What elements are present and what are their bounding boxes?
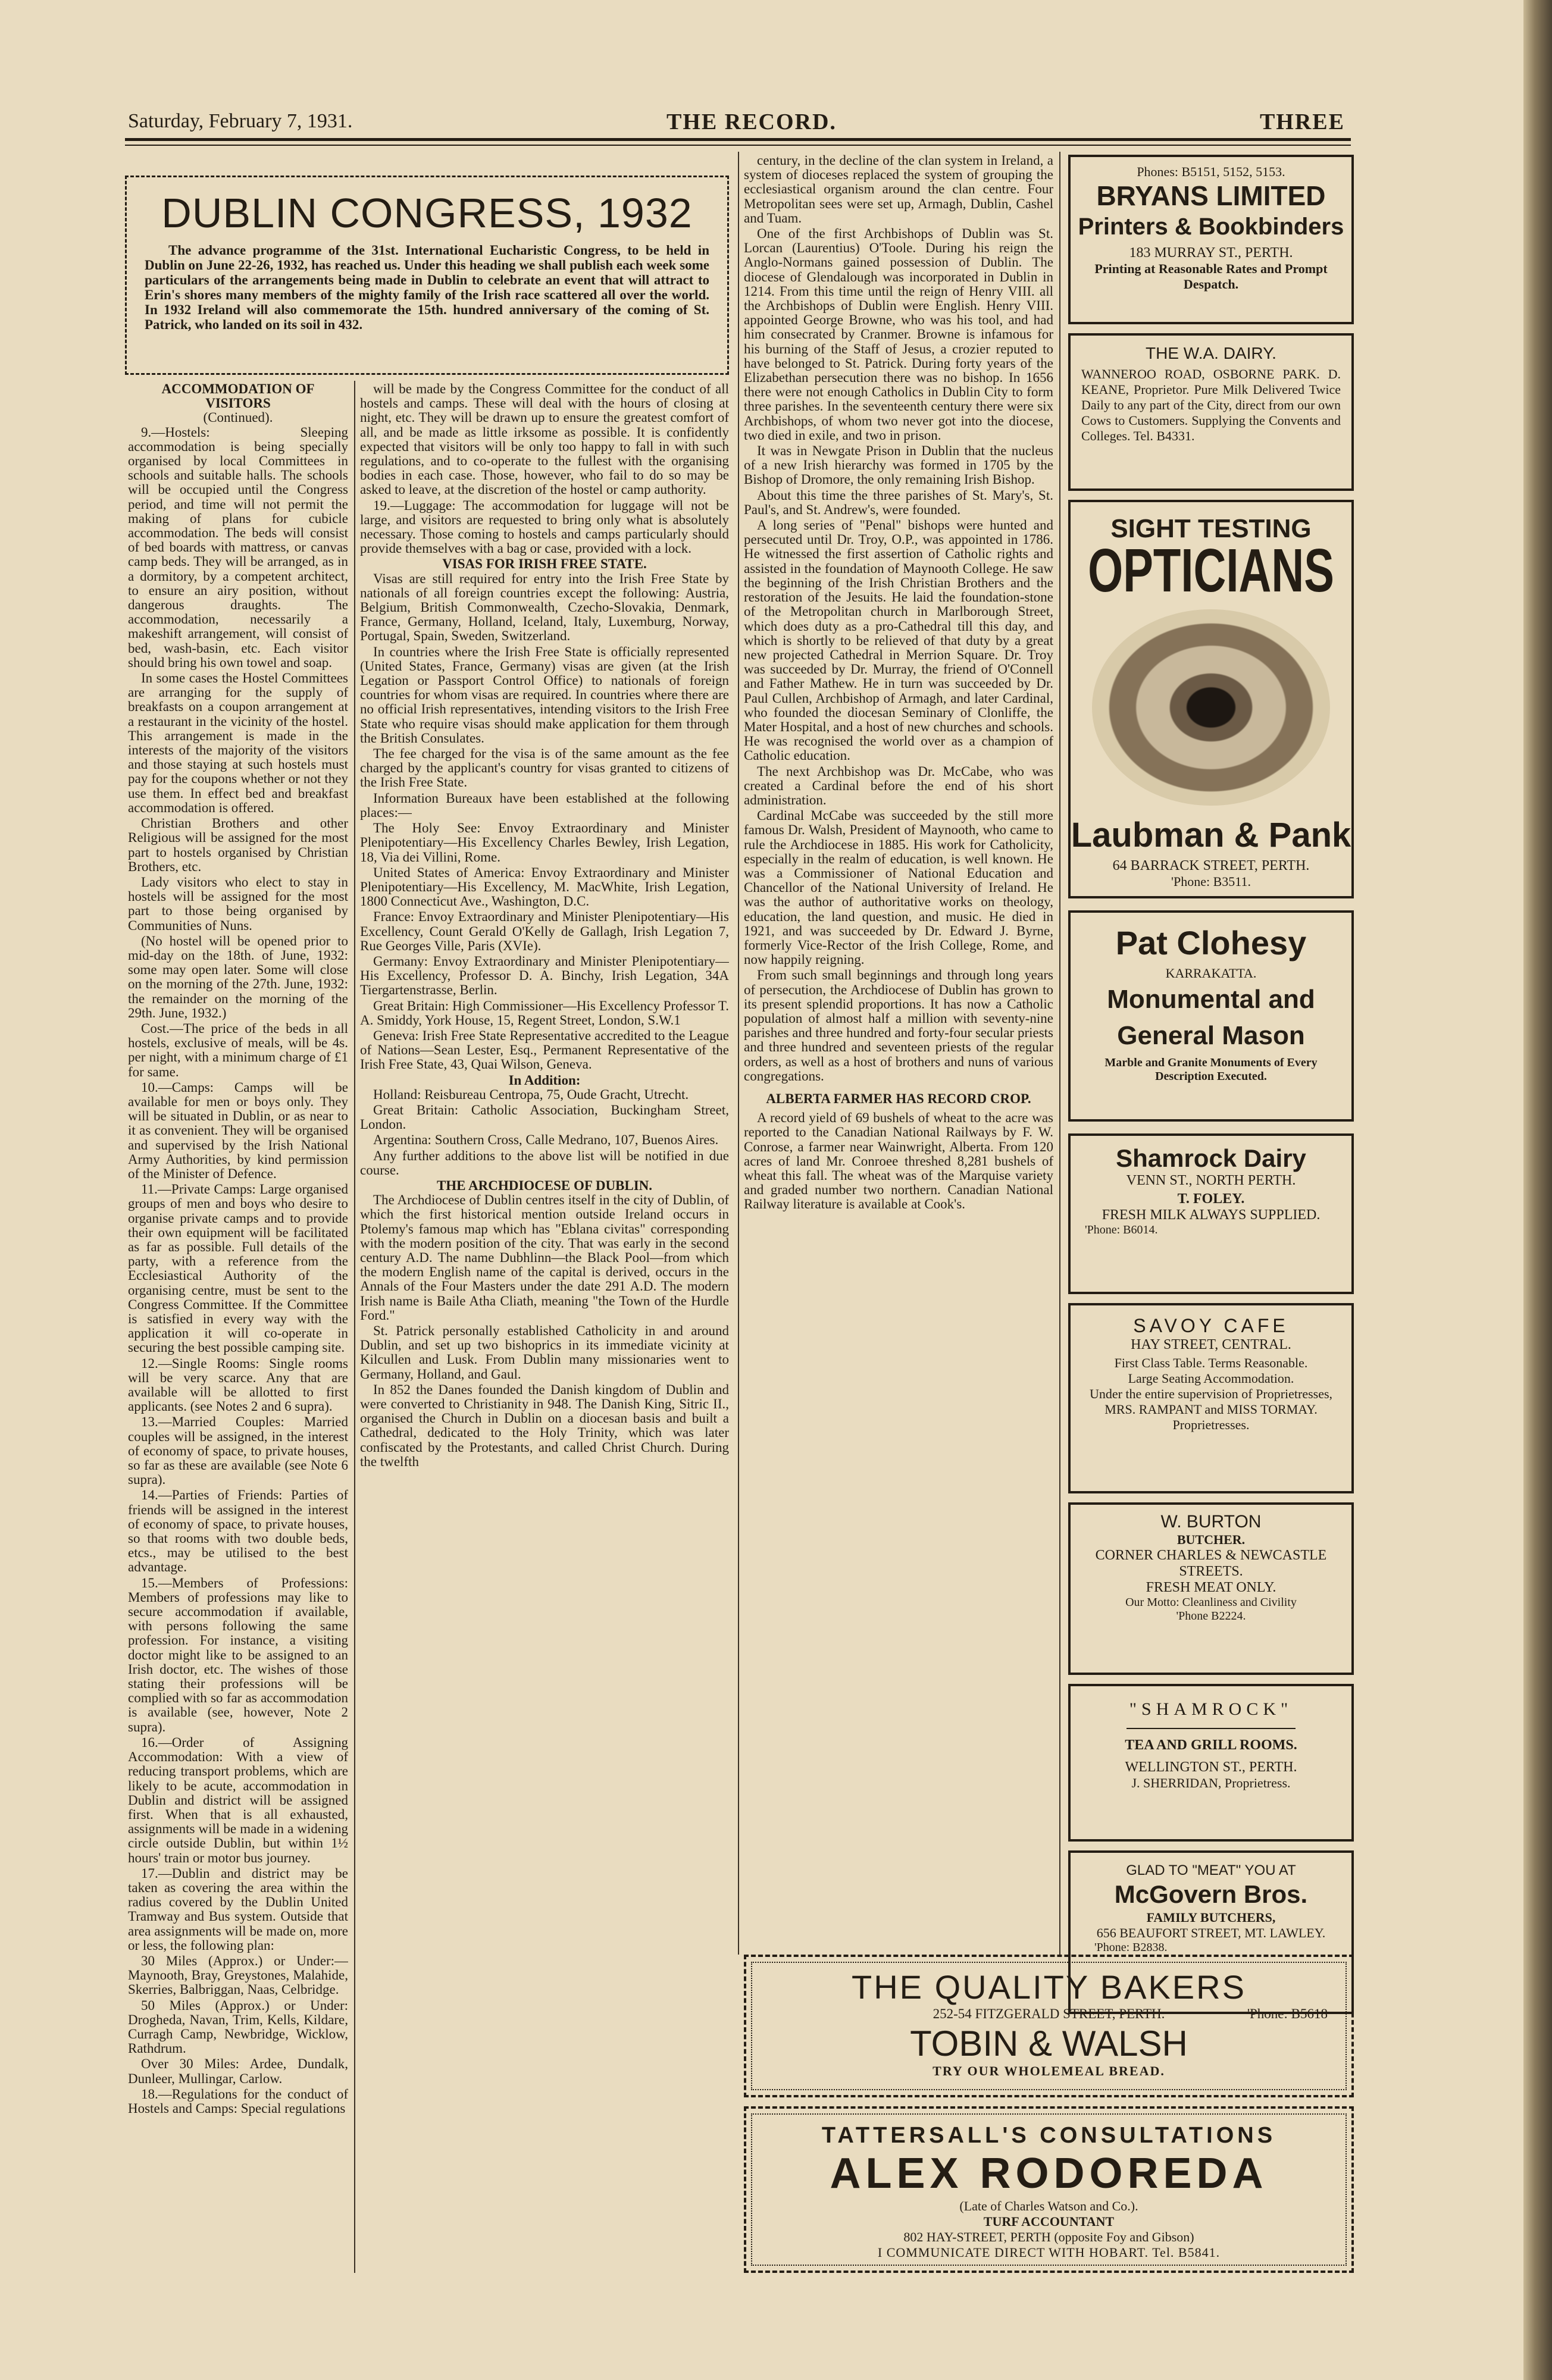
- ad-savoy-cafe: [1068, 1303, 1354, 1493]
- dublin-congress-box: [125, 176, 729, 375]
- article-paragraph: St. Patrick personally established Catholicity in and around Dublin, and set up two bishoprics in its immediate vicinity at Kilcullen and Lusk. From Dublin many missionaries went to Germany, Holland, and Gaul.: [360, 1323, 729, 1382]
- addition-heading: In Addition:: [508, 1072, 581, 1088]
- article-paragraph: Information Bureaux have been established at the following places:—: [360, 790, 729, 820]
- article-paragraph: About this time the three parishes of St. Mary's, St. Paul's, and St. Andrew's, were founded.: [744, 487, 1053, 517]
- column-rule-3: [1059, 152, 1060, 1955]
- page-header: [119, 104, 1345, 140]
- ad-savoy-line4: MRS. RAMPANT and MISS TORMAY.: [1104, 1402, 1318, 1417]
- ad-laubman-pank: [1068, 500, 1354, 898]
- header-rule-thick: [125, 138, 1351, 141]
- ad-bakers-name: TOBIN & WALSH: [910, 2024, 1188, 2063]
- article-paragraph: The Archdiocese of Dublin centres itself in the city of Dublin, of which the first historical mention outside Ireland occurs in Ptolemy's famous map which has "Eblana civitas" corresponding with the modern position of the city. That was early in the second century A.D. The name Dubhlinn—the Black Pool—from which the modern English name of the capital is derived, occurs in the Annals of the Four Masters under the date 291 A.D. The modern Irish name is Baile Atha Cliath, meaning "the Town of the Hurdle Ford.": [360, 1192, 729, 1323]
- ad-savoy-line5: Proprietresses.: [1172, 1417, 1250, 1432]
- archdiocese-heading: THE ARCHDIOCESE OF DUBLIN.: [436, 1178, 653, 1193]
- column-archdiocese-continued: [744, 154, 1053, 1956]
- article-paragraph: In some cases the Hostel Committees are arranging for the supply of breakfasts on a coupon arrangement at a restaurant in the vicinity of the hostel. This arrangement is made in the interests of the majority of the visitors and those staying at such hostels must pay for the coupons whether or not they use them. In effect bed and breakfast accommodation is offered.: [128, 671, 348, 815]
- article-paragraph: 13.—Married Couples: Married couples will be assigned, in the interest of economy of space, to private houses, so far as these are available (see Note 6 supra).: [128, 1414, 348, 1488]
- article-paragraph: 17.—Dublin and district may be taken as covering the area within the radius covered by the Dublin United Tramway and Bus system. Outside that area assignments will be made on, more or less, the following plan:: [128, 1865, 348, 1953]
- article-paragraph: Any further additions to the above list will be notified in due course.: [360, 1148, 729, 1178]
- article-paragraph: Geneva: Irish Free State Representative accredited to the League of Nations—Sean Lester, Esq., Permanent Representative of the Irish Free State, 43, Quai Wilson, Geneva.: [360, 1028, 729, 1072]
- article-paragraph: In 852 the Danes founded the Danish kingdom of Dublin and were converted to Christianity in 948. The Danish King, Sitric II., organised the Church in Dublin on a diocesan basis and built a Cathedral, dedicated to the Holy Trinity, which was later confiscated by the Protestants, and called Christ Church. During the twelfth: [360, 1382, 729, 1469]
- article-paragraph: Lady visitors who elect to stay in hostels will be assigned for the most part to those being organised by Communities of Nuns.: [128, 874, 348, 933]
- article-paragraph: One of the first Archbishops of Dublin was St. Lorcan (Laurentius) O'Toole. During his reign the Anglo-Normans gained possession of Dublin. The diocese of Glendalough was incorporated in Dublin in 1214. From this time until the reign of Henry VIII. all the Archbishops of Dublin were English. Henry VIII. appointed George Browne, who was his tool, and had him consecrated by Cranmer. Browne is infamous for his burning of the Staff of Jesus, a crozier reputed to have belonged to St. Patrick. During forty years of the Elizabethan persecution there was no bishop. In 1656 there were not enough Catholics in Dublin City to form three parishes. In the seventeenth century there were six Archbishops, of whom two never got into the diocese, two died in exile, and two in prison.: [744, 226, 1053, 443]
- ad-mcgovern-address: 656 BEAUFORT STREET, MT. LAWLEY.: [1096, 1925, 1326, 1940]
- ad-clohesy-line1: Monumental and: [1107, 985, 1315, 1014]
- ad-savoy-line3: Under the entire supervision of Proprietresses,: [1089, 1386, 1333, 1401]
- ad-burton-tagline: FRESH MEAT ONLY.: [1146, 1580, 1276, 1595]
- article-paragraph: century, in the decline of the clan system in Ireland, a system of dioceses replaced the system of grouping the ecclesiastical organism around the clan centre. Four Metropolitan sees were set up, Armagh, Dublin, Cashel and Tuam.: [744, 154, 1053, 226]
- article-paragraph: 18.—Regulations for the conduct of Hostels and Camps: Special regulations: [128, 2086, 348, 2116]
- article-paragraph: 16.—Order of Assigning Accommodation: With a view of reducing transport problems, which are likely to be acute, accommodation in Dublin and district will be assigned first. When that is all exhausted, assignments will be made in a widening circle outside Dublin, but within 1½ hours' train or motor bus journey.: [128, 1734, 348, 1865]
- article-paragraph: 14.—Parties of Friends: Parties of friends will be assigned in the interest of economy of space, to private houses, so that rooms with two double beds, etcs., may be utilised to the best advantage.: [128, 1488, 348, 1575]
- ad-bryans-phones: Phones: B5151, 5152, 5153.: [1137, 164, 1285, 179]
- ad-shamrock-tea-tagline: TEA AND GRILL ROOMS.: [1125, 1737, 1297, 1753]
- ad-clohesy-line2: General Mason: [1117, 1021, 1305, 1050]
- ad-savoy-name: SAVOY CAFE: [1133, 1315, 1289, 1336]
- ad-shamrock-dairy-tagline: FRESH MILK ALWAYS SUPPLIED.: [1102, 1207, 1321, 1223]
- ad-bryans-tagline: Printing at Reasonable Rates and Prompt Despatch.: [1094, 261, 1328, 292]
- ad-shamrock-tea-rooms: [1068, 1684, 1354, 1842]
- ad-quality-bakers: [744, 1955, 1354, 2097]
- ad-bryans-trade: Printers & Bookbinders: [1078, 214, 1344, 240]
- article-paragraph: The next Archbishop was Dr. McCabe, who was created a Cardinal before the end of his short administration.: [744, 763, 1053, 807]
- ad-shamrock-dairy-phone: 'Phone: B6014.: [1085, 1223, 1158, 1236]
- ad-clohesy-name: Pat Clohesy: [1115, 924, 1307, 962]
- article-paragraph: The fee charged for the visa is of the same amount as the fee charged by the applicant's country for visas granted to citizens of the Irish Free State.: [360, 746, 729, 790]
- article-paragraph: France: Envoy Extraordinary and Minister Plenipotentiary—His Excellency, Count Gerald O'Kelly de Gallagh, Irish Legation 7, Rue Georges Ville, Paris (XVIe).: [360, 909, 729, 953]
- article-paragraph: Argentina: Southern Cross, Calle Medrano, 107, Buenos Aires.: [373, 1132, 719, 1148]
- article-paragraph: Christian Brothers and other Religious will be assigned for the most part to hostels organised by Christian Brothers, etc.: [128, 816, 348, 874]
- column-visas-archdiocese: [360, 382, 729, 2271]
- article-paragraph: Visas are still required for entry into the Irish Free State by nationals of all foreign countries except the following: Austria, Belgium, British Commonwealth, Czecho-Slovakia, Denmark, France, Germany, Holland, Iceland, Italy, Luxemburg, Norway, Portugal, Spain, Sweden, Switzerland.: [360, 571, 729, 644]
- ad-laubman-name: Laubman & Pank: [1071, 816, 1351, 854]
- column-accommodation: [128, 382, 348, 2271]
- ad-dairy-name: THE W.A. DAIRY.: [1146, 344, 1276, 362]
- article-paragraph: Germany: Envoy Extraordinary and Minister Plenipotentiary—His Excellency, Professor D. A. Binchy, Irish Legation, 34A Tiergartenstrasse, Berlin.: [360, 953, 729, 998]
- ad-savoy-address: HAY STREET, CENTRAL.: [1131, 1337, 1291, 1352]
- article-paragraph: Great Britain: Catholic Association, Buckingham Street, London.: [360, 1102, 729, 1132]
- ad-laubman-opticians: OPTICIANS: [1088, 536, 1334, 605]
- article-paragraph: It was in Newgate Prison in Dublin that the nucleus of a new Irish hierarchy was formed in 1705 by the Bishop of Dromore, the only remaining Irish Bishop.: [744, 443, 1053, 487]
- ad-clohesy-tagline: Marble and Granite Monuments of Every Description Executed.: [1104, 1056, 1318, 1083]
- dublin-congress-title: DUBLIN CONGRESS, 1932: [161, 190, 693, 236]
- ad-bryans-name: BRYANS LIMITED: [1096, 180, 1326, 211]
- ad-alex-rodoreda: [744, 2106, 1354, 2273]
- article-paragraph: 50 Miles (Approx.) or Under: Drogheda, Navan, Trim, Kells, Kildare, Curragh Camp, Newbridge, Wicklow, Rathdrum.: [128, 1997, 348, 2056]
- ad-rodoreda-top: TATTERSALL'S CONSULTATIONS: [821, 2123, 1276, 2148]
- ad-savoy-line1: First Class Table. Terms Reasonable.: [1114, 1355, 1308, 1370]
- ad-bryans-limited: [1068, 155, 1354, 324]
- article-paragraph: Over 30 Miles: Ardee, Dundalk, Dunleer, Mullingar, Carlow.: [128, 2056, 348, 2086]
- ad-rodoreda-line4: I COMMUNICATE DIRECT WITH HOBART. Tel. B5841.: [877, 2245, 1221, 2260]
- article-paragraph: In countries where the Irish Free State is officially represented (United States, France, Germany) visas are given (at the Irish Legation or Passport Control Office) to nationals of foreign countries for whom visas are required. In countries where there are no official Irish representatives, intending visitors to the Irish Free State who require visas should make application for them through the British Consulates.: [360, 644, 729, 746]
- article-paragraph: 9.—Hostels: Sleeping accommodation is being specially organised by local Committees in schools and suitable halls. The schools will be occupied until the Congress period, and time will not permit the making of plans for cubicle accommodation. The beds will consist of bed boards with mattress, or canvas camp beds. They will be arranged, as in a dormitory, by a competent architect, to ensure an airy position, without dangerous draughts. The accommodation, necessarily a makeshift arrangement, will consist of bed, wash-basin, etc. Each visitor should bring his own towel and soap.: [128, 424, 348, 670]
- ad-mcgovern-name: McGovern Bros.: [1114, 1880, 1308, 1908]
- article-paragraph: Great Britain: High Commissioner—His Excellency Professor T. A. Smiddy, York House, 15, Regent Street, London, S.W.1: [360, 998, 729, 1028]
- article-paragraph: 30 Miles (Approx.) or Under:—Maynooth, Bray, Greystones, Malahide, Skerries, Balbriggan, Naas, Celbridge.: [128, 1953, 348, 1997]
- ad-shamrock-tea-address: WELLINGTON ST., PERTH.: [1125, 1759, 1297, 1775]
- article-paragraph: 15.—Members of Professions: Members of professions may like to secure accommodation if available, with persons following the same profession. For instance, a visiting doctor might like to be assigned to an Irish doctor, etc. The wishes of those stating their professions will be complied with so far as accommodation is available (see, however, Note 2 supra).: [128, 1575, 348, 1734]
- ad-mcgovern-top: GLAD TO "MEAT" YOU AT: [1126, 1862, 1296, 1878]
- ad-w-burton: [1068, 1502, 1354, 1675]
- article-paragraph: 11.—Private Camps: Large organised groups of men and boys who desire to organise private camps and to provide their own equipment will be facilitated as far as possible. Full details of the party, with a reference from the Ecclesiastical Authority of the organising centre, must be sent to the Congress Committee. If the Committee is satisfied in every way with the application it will co-operate in securing the best possible camping site.: [128, 1182, 348, 1355]
- ad-savoy-line2: Large Seating Accommodation.: [1128, 1371, 1294, 1386]
- article-paragraph: (No hostel will be opened prior to mid-day on the 18th. of June, 1932: some may open later. Some will close on the morning of the 27th. June, 1932: the remainder on the morning of the 29th. June, 1932.): [128, 933, 348, 1020]
- alberta-heading: ALBERTA FARMER HAS RECORD CROP.: [766, 1091, 1031, 1106]
- ad-rodoreda-line2: TURF ACCOUNTANT: [983, 2214, 1115, 2229]
- article-paragraph: A long series of "Penal" bishops were hunted and persecuted until Dr. Troy, O.P., was appointed in 1786. He witnessed the first assertion of Catholic rights and assisted in the foundation of Maynooth College. He saw the beginning of the Irish Christian Brothers and the restoration of the Jesuits. He laid the foundation-stone of the Metropolitan church in Marlborough Street, which does duty as a pro-Cathedral till this day, and which is shortly to be relieved of that duty by a great new projected Cathedral in Merrion Square. Dr. Troy was succeeded by Dr. Murray, the friend of O'Connell and Father Mathew. He in turn was succeeded by Dr. Paul Cullen, Archbishop of Armagh, and later Cardinal, who founded the diocesan Seminary of Clonliffe, the Mater Hospital, and a host of new churches and schools. He was recognised the world over as a champion of Catholic education.: [744, 518, 1053, 763]
- article-paragraph: 12.—Single Rooms: Single rooms will be very scarce. Any that are available will be allotted to first applicants. (see Notes 2 and 6 supra).: [128, 1355, 348, 1414]
- ad-burton-name: W. BURTON: [1160, 1512, 1262, 1532]
- ad-wa-dairy: [1068, 333, 1354, 491]
- ad-pat-clohesy: [1068, 910, 1354, 1122]
- ad-laubman-address: 64 BARRACK STREET, PERTH.: [1112, 858, 1310, 873]
- article-paragraph: United States of America: Envoy Extraordinary and Minister Plenipotentiary—His Excellency, M. MacWhite, Irish Legation, 1800 Connecticut Ave., Washington, D.C.: [360, 865, 729, 909]
- ad-burton-phone: 'Phone B2224.: [1176, 1609, 1246, 1623]
- ad-bakers-title: THE QUALITY BAKERS: [852, 1968, 1246, 2006]
- accommodation-heading: ACCOMMODATION OF VISITORS: [161, 382, 315, 411]
- ad-shamrock-dairy-name: Shamrock Dairy: [1116, 1144, 1306, 1172]
- column-rule-1: [354, 381, 355, 2273]
- ad-shamrock-tea-name: "SHAMROCK": [1129, 1699, 1293, 1719]
- ad-bryans-address: 183 MURRAY ST., PERTH.: [1129, 245, 1293, 261]
- ad-mcgovern-trade: FAMILY BUTCHERS,: [1146, 1910, 1276, 1925]
- ad-shamrock-dairy: [1068, 1133, 1354, 1294]
- ad-burton-address: CORNER CHARLES & NEWCASTLE STREETS.: [1095, 1548, 1327, 1579]
- ad-bakers-phone: 'Phone: B5618: [1247, 2006, 1328, 2021]
- article-paragraph: Cardinal McCabe was succeeded by the still more famous Dr. Walsh, President of Maynooth, who came to rule the Archdiocese in 1885. His work for Catholicity, especially in the realm of education, is well known. He was a Commissioner of National Education and Chancellor of the National University of Ireland. He was the author of authoritative works on theology, education, the land question, and music. He died in 1921, and was succeeded by Dr. Edward J. Byrne, formerly Vice-Rector of the Irish College, Rome, and now happily reigning.: [744, 808, 1053, 967]
- visas-heading: VISAS FOR IRISH FREE STATE.: [442, 556, 647, 572]
- accommodation-continued: (Continued).: [203, 410, 273, 425]
- ad-shamrock-dairy-owner: T. FOLEY.: [1177, 1191, 1245, 1207]
- article-paragraph: Holland: Reisbureau Centropa, 75, Oude Gracht, Utrecht.: [373, 1086, 689, 1102]
- ad-rodoreda-name: ALEX RODOREDA: [830, 2150, 1268, 2197]
- ad-bakers-address: 252-54 FITZGERALD STREET, PERTH.: [933, 2006, 1165, 2021]
- ad-bakers-tagline: TRY OUR WHOLEMEAL BREAD.: [933, 2063, 1165, 2078]
- ad-shamrock-dairy-address: VENN ST., NORTH PERTH.: [1126, 1173, 1296, 1188]
- ad-clohesy-place: KARRAKATTA.: [1165, 966, 1257, 981]
- article-paragraph: 10.—Camps: Camps will be available for men or boys only. They will be situated in Dublin, or as near to it as convenient. They will be organised and supervised by the Irish National Army Authorities, by kind permission of the Minister of Defence.: [128, 1079, 348, 1181]
- ad-rodoreda-line3: 802 HAY-STREET, PERTH (opposite Foy and Gibson): [903, 2229, 1194, 2244]
- column-rule-2: [738, 152, 739, 1955]
- article-paragraph: 19.—Luggage: The accommodation for luggage will not be large, and visitors are requested to bring only what is absolutely necessary. Those coming to hostels and camps particularly should provide themselves with a bag or case, provided with a lock.: [360, 497, 729, 556]
- article-paragraph: From such small beginnings and through long years of persecution, the Archdiocese of Dublin has grown to its present splendid proportions. It has now a Catholic population of almost half a million with seventy-nine parishes and three hundred and forty-four secular priests and three hundred and seventeen priests of the regular orders, as well as a host of brothers and nuns of various congregations.: [744, 967, 1053, 1083]
- dublin-congress-intro: The advance programme of the 31st. International Eucharistic Congress, to be held in Dublin on June 22-26, 1932, has reached us. Under this heading we shall publish each week some particulars of the arrangements being made in Dublin to celebrate an event that will attract to Erin's shores many members of the mighty family of the Irish race scattered all over the world. In 1932 Ireland will also commemorate the 15th. hundred anniversary of the coming of St. Patrick, who landed on its soil in 432.: [145, 243, 709, 332]
- ad-dairy-text: WANNEROO ROAD, OSBORNE PARK. D. KEANE, Proprietor. Pure Milk Delivered Twice Daily to any part of the City, direct from our own Cows to Customers. Supplying the Convents and Colleges. Tel. B4331.: [1081, 367, 1341, 443]
- ad-burton-motto: Our Motto: Cleanliness and Civility: [1125, 1596, 1297, 1609]
- ad-laubman-phone: 'Phone: B3511.: [1171, 874, 1251, 889]
- article-paragraph: A record yield of 69 bushels of wheat to the acre was reported to the Canadian National Railways by F. W. Conrose, a farmer near Wainwright, Alberta. From 120 acres of land Mr. Conroee threshed 8,281 bushels of wheat this fall. The wheat was of the Marquise variety and graded number two northern. Canadian National Railway literature is available at Cook's.: [744, 1110, 1053, 1212]
- header-page-number: THREE: [1259, 109, 1345, 134]
- article-paragraph: The Holy See: Envoy Extraordinary and Minister Plenipotentiary—His Excellency Charles Bewley, Irish Legation, 18, Via dei Villini, Rome.: [360, 821, 729, 865]
- header-rule-thin: [125, 145, 1351, 146]
- ad-shamrock-tea-owner: J. SHERRIDAN, Proprietress.: [1131, 1775, 1291, 1790]
- ad-burton-trade: BUTCHER.: [1176, 1532, 1246, 1547]
- article-paragraph: Cost.—The price of the beds in all hostels, exclusive of meals, will be 4s. per night, with a minimum charge of £1 for same.: [128, 1020, 348, 1079]
- ad-divider: [1127, 1728, 1295, 1729]
- eye-image: [1092, 609, 1330, 806]
- ad-mcgovern-phone: 'Phone: B2838.: [1094, 1941, 1168, 1954]
- header-date: Saturday, February 7, 1931.: [128, 110, 353, 132]
- header-paper-name: THE RECORD.: [667, 109, 837, 134]
- ad-rodoreda-line1: (Late of Charles Watson and Co.).: [959, 2199, 1138, 2213]
- ad-laubman-sight-testing: SIGHT TESTING: [1110, 514, 1312, 543]
- article-paragraph: will be made by the Congress Committee for the conduct of all hostels and camps. These will deal with the hours of closing at night, etc. They will be drawn up to ensure the greatest comfort of all, and be made as little irksome as possible. It is confidently expected that visitors will be only too happy to fall in with such regulations, and to co-operate to the fullest with the organising bodies in each case. Those, however, who fail to do so may be asked to leave, at the discretion of the hostel or camp authority.: [360, 382, 729, 497]
